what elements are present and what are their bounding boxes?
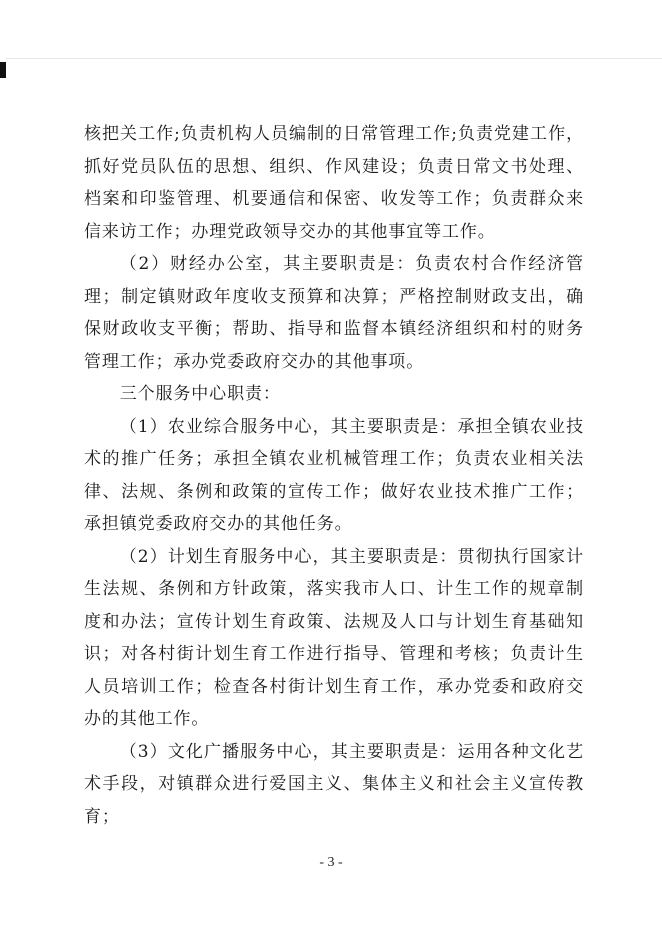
paragraph-agriculture-center: （1）农业综合服务中心，其主要职责是：承担全镇农业技术的推广任务；承担全镇农业机械管理工作；负责农业相关法律、法规、条例和政策的宣传工作；做好农业技术推广工作；承担镇党委政府交办的其他任务。: [84, 416, 584, 534]
paragraph-continuation: 核把关工作;负责机构人员编制的日常管理工作;负责党建工作，抓好党员队伍的思想、组织、作风建设；负责日常文书处理、档案和印鉴管理、机要通信和保密、收发等工作；负责群众来信来访工作；办理党政领导交办的其他事宜等工作。: [84, 124, 584, 242]
paragraph-service-centers-heading: 三个服务中心职责：: [119, 384, 281, 404]
header-rule: [6, 58, 662, 59]
binding-mark: [0, 62, 6, 78]
document-body: [84, 118, 584, 833]
paragraph-culture-broadcast-center: （3）文化广播服务中心，其主要职责是：运用各种文化艺术手段，对镇群众进行爱国主义、集体主义和社会主义宣传教育；: [84, 741, 584, 827]
page-number: - 3 -: [319, 855, 343, 870]
paragraph-finance-office: （2）财经办公室，其主要职责是：负责农村合作经济管理；制定镇财政年度收支预算和决算；严格控制财政支出，确保财政收支平衡；帮助、指导和监督本镇经济组织和村的财务管理工作；承办党委政府交办的其他事项。: [84, 254, 584, 372]
paragraph-family-planning-center: （2）计划生育服务中心，其主要职责是：贯彻执行国家计生法规、条例和方针政策，落实我市人口、计生工作的规章制度和办法；宣传计划生育政策、法规及人口与计划生育基础知识；对各村街计划生育工作进行指导、管理和考核；负责计生人员培训工作；检查各村街计划生育工作，承办党委和政府交办的其他工作。: [84, 546, 584, 729]
